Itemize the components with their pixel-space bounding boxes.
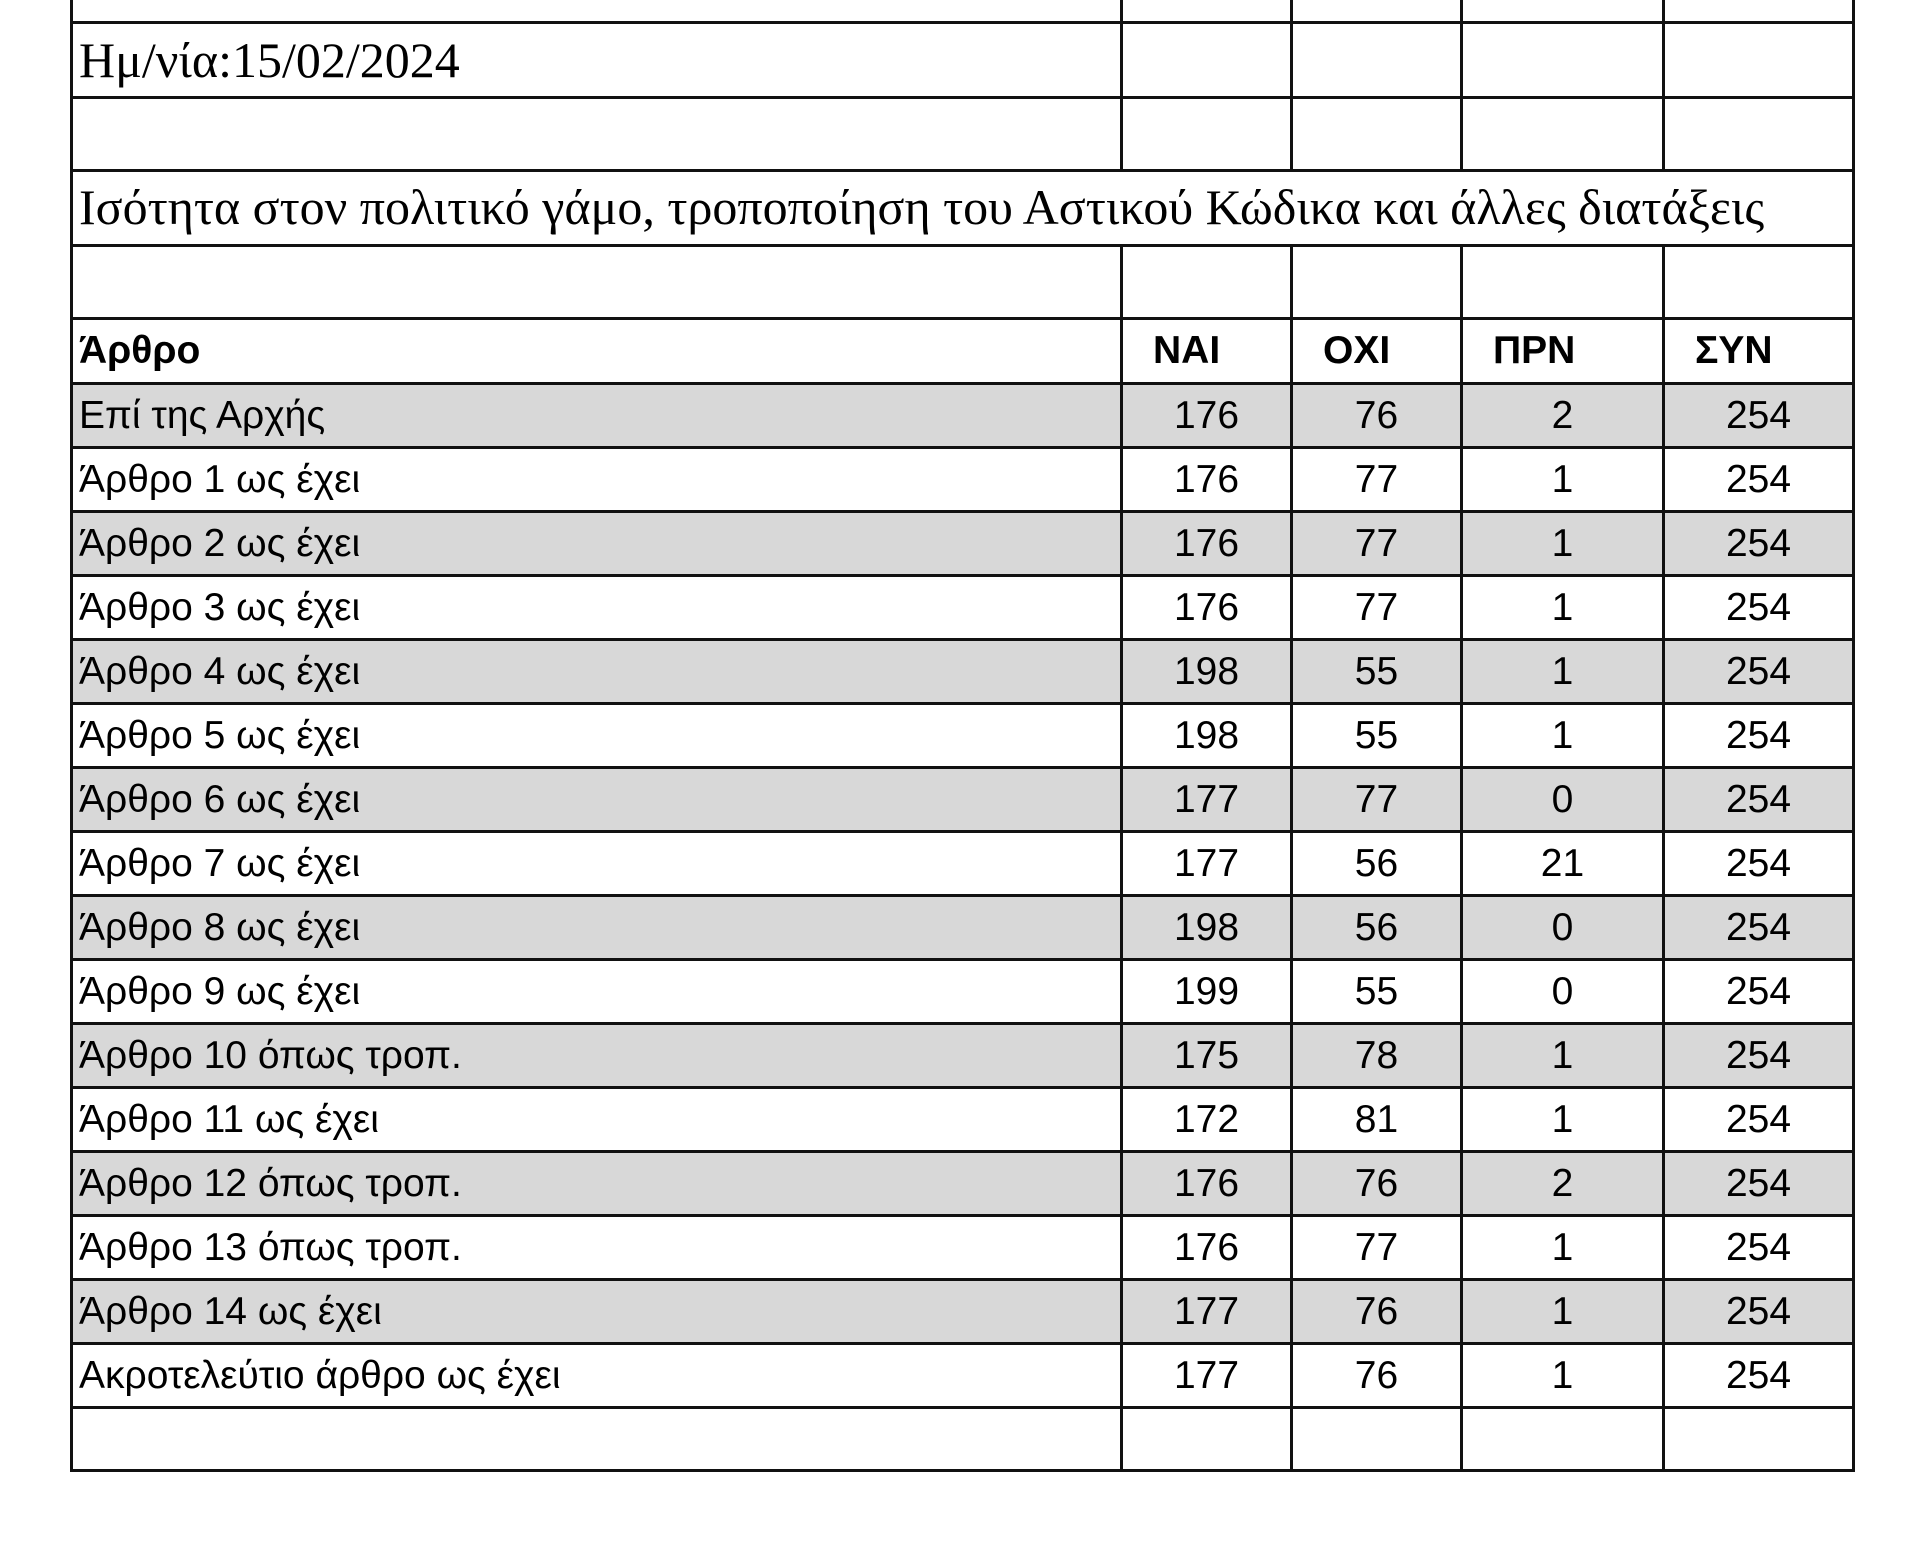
cell-yes: 177 bbox=[1122, 1280, 1292, 1344]
cell-yes: 198 bbox=[1122, 640, 1292, 704]
cell-total: 254 bbox=[1664, 1280, 1854, 1344]
cell-yes: 198 bbox=[1122, 896, 1292, 960]
cell-article: Άρθρο 7 ως έχει bbox=[72, 832, 1122, 896]
cell-total: 254 bbox=[1664, 1216, 1854, 1280]
cell-article: Άρθρο 14 ως έχει bbox=[72, 1280, 1122, 1344]
table-row bbox=[72, 1216, 1854, 1280]
cell-yes: 176 bbox=[1122, 448, 1292, 512]
table-row bbox=[72, 576, 1854, 640]
cell-no: 55 bbox=[1292, 960, 1462, 1024]
cell-yes: 199 bbox=[1122, 960, 1292, 1024]
cell-article: Άρθρο 10 όπως τροπ. bbox=[72, 1024, 1122, 1088]
cell-present: 2 bbox=[1462, 1152, 1664, 1216]
cell-total: 254 bbox=[1664, 768, 1854, 832]
blank-row-1 bbox=[72, 98, 1854, 171]
title-row bbox=[72, 171, 1854, 246]
cell-article: Άρθρο 9 ως έχει bbox=[72, 960, 1122, 1024]
cell-yes: 176 bbox=[1122, 1152, 1292, 1216]
cell-no: 76 bbox=[1292, 384, 1462, 448]
cell-no: 56 bbox=[1292, 896, 1462, 960]
date-row bbox=[72, 23, 1854, 98]
cell-no: 77 bbox=[1292, 512, 1462, 576]
cell-yes: 198 bbox=[1122, 704, 1292, 768]
cell-no: 77 bbox=[1292, 448, 1462, 512]
blank-row-2 bbox=[72, 246, 1854, 319]
cell-no: 81 bbox=[1292, 1088, 1462, 1152]
table-row bbox=[72, 512, 1854, 576]
cell-present: 1 bbox=[1462, 1216, 1664, 1280]
header-article: Άρθρο bbox=[72, 319, 1122, 384]
table-row bbox=[72, 1152, 1854, 1216]
cell-yes: 177 bbox=[1122, 832, 1292, 896]
cell-yes: 176 bbox=[1122, 1216, 1292, 1280]
table-row bbox=[72, 832, 1854, 896]
cell-no: 76 bbox=[1292, 1152, 1462, 1216]
cell-no: 78 bbox=[1292, 1024, 1462, 1088]
cell-total: 254 bbox=[1664, 1024, 1854, 1088]
cell-yes: 176 bbox=[1122, 512, 1292, 576]
table-row bbox=[72, 1280, 1854, 1344]
bill-title: Ισότητα στον πολιτικό γάμο, τροποποίηση του Αστικού Κώδικα και άλλες διατάξεις bbox=[72, 171, 1854, 246]
table-row bbox=[72, 384, 1854, 448]
cell-present: 1 bbox=[1462, 1024, 1664, 1088]
cell-article: Άρθρο 3 ως έχει bbox=[72, 576, 1122, 640]
header-yes: ΝΑΙ bbox=[1122, 319, 1292, 384]
cell-no: 76 bbox=[1292, 1344, 1462, 1408]
cell-present: 1 bbox=[1462, 704, 1664, 768]
cell-article: Ακροτελεύτιο άρθρο ως έχει bbox=[72, 1344, 1122, 1408]
table-row bbox=[72, 448, 1854, 512]
cell-article: Άρθρο 2 ως έχει bbox=[72, 512, 1122, 576]
vote-results-table bbox=[70, 0, 1855, 1472]
header-no: ΟΧΙ bbox=[1292, 319, 1462, 384]
cell-total: 254 bbox=[1664, 384, 1854, 448]
cell-yes: 176 bbox=[1122, 384, 1292, 448]
table-row bbox=[72, 768, 1854, 832]
cell-no: 56 bbox=[1292, 832, 1462, 896]
cell-present: 1 bbox=[1462, 1280, 1664, 1344]
cell-article: Επί της Αρχής bbox=[72, 384, 1122, 448]
cell-total: 254 bbox=[1664, 448, 1854, 512]
cell-article: Άρθρο 12 όπως τροπ. bbox=[72, 1152, 1122, 1216]
cell-present: 21 bbox=[1462, 832, 1664, 896]
cell-present: 1 bbox=[1462, 640, 1664, 704]
cell-total: 254 bbox=[1664, 1088, 1854, 1152]
cell-present: 1 bbox=[1462, 512, 1664, 576]
cell-total: 254 bbox=[1664, 576, 1854, 640]
cell-article: Άρθρο 8 ως έχει bbox=[72, 896, 1122, 960]
table-row bbox=[72, 704, 1854, 768]
cell-total: 254 bbox=[1664, 704, 1854, 768]
cell-total: 254 bbox=[1664, 1344, 1854, 1408]
cell-total: 254 bbox=[1664, 512, 1854, 576]
table-row bbox=[72, 1024, 1854, 1088]
cell-yes: 177 bbox=[1122, 768, 1292, 832]
cell-no: 77 bbox=[1292, 768, 1462, 832]
cell-article: Άρθρο 4 ως έχει bbox=[72, 640, 1122, 704]
cell-total: 254 bbox=[1664, 1152, 1854, 1216]
cell-present: 2 bbox=[1462, 384, 1664, 448]
cell-yes: 175 bbox=[1122, 1024, 1292, 1088]
header-row bbox=[72, 319, 1854, 384]
cell-no: 55 bbox=[1292, 704, 1462, 768]
cell-no: 77 bbox=[1292, 1216, 1462, 1280]
cell-yes: 176 bbox=[1122, 576, 1292, 640]
table-row bbox=[72, 640, 1854, 704]
cell-present: 1 bbox=[1462, 1088, 1664, 1152]
cell-yes: 177 bbox=[1122, 1344, 1292, 1408]
table-row bbox=[72, 896, 1854, 960]
date-label: Ημ/νία:15/02/2024 bbox=[72, 23, 1122, 98]
cell-no: 55 bbox=[1292, 640, 1462, 704]
cell-article: Άρθρο 5 ως έχει bbox=[72, 704, 1122, 768]
cell-yes: 172 bbox=[1122, 1088, 1292, 1152]
cell-present: 0 bbox=[1462, 896, 1664, 960]
cell-total: 254 bbox=[1664, 832, 1854, 896]
cell-article: Άρθρο 1 ως έχει bbox=[72, 448, 1122, 512]
header-present: ΠΡΝ bbox=[1462, 319, 1664, 384]
table-row bbox=[72, 960, 1854, 1024]
cell-present: 0 bbox=[1462, 960, 1664, 1024]
cell-present: 0 bbox=[1462, 768, 1664, 832]
header-total: ΣΥΝ bbox=[1664, 319, 1854, 384]
table-row bbox=[72, 1344, 1854, 1408]
cell-total: 254 bbox=[1664, 640, 1854, 704]
cell-no: 76 bbox=[1292, 1280, 1462, 1344]
blank-row-bottom bbox=[72, 1408, 1854, 1471]
blank-row-top bbox=[72, 0, 1854, 23]
cell-present: 1 bbox=[1462, 1344, 1664, 1408]
cell-article: Άρθρο 13 όπως τροπ. bbox=[72, 1216, 1122, 1280]
cell-no: 77 bbox=[1292, 576, 1462, 640]
cell-article: Άρθρο 6 ως έχει bbox=[72, 768, 1122, 832]
table-row bbox=[72, 1088, 1854, 1152]
cell-present: 1 bbox=[1462, 576, 1664, 640]
cell-present: 1 bbox=[1462, 448, 1664, 512]
cell-total: 254 bbox=[1664, 960, 1854, 1024]
cell-article: Άρθρο 11 ως έχει bbox=[72, 1088, 1122, 1152]
cell-total: 254 bbox=[1664, 896, 1854, 960]
